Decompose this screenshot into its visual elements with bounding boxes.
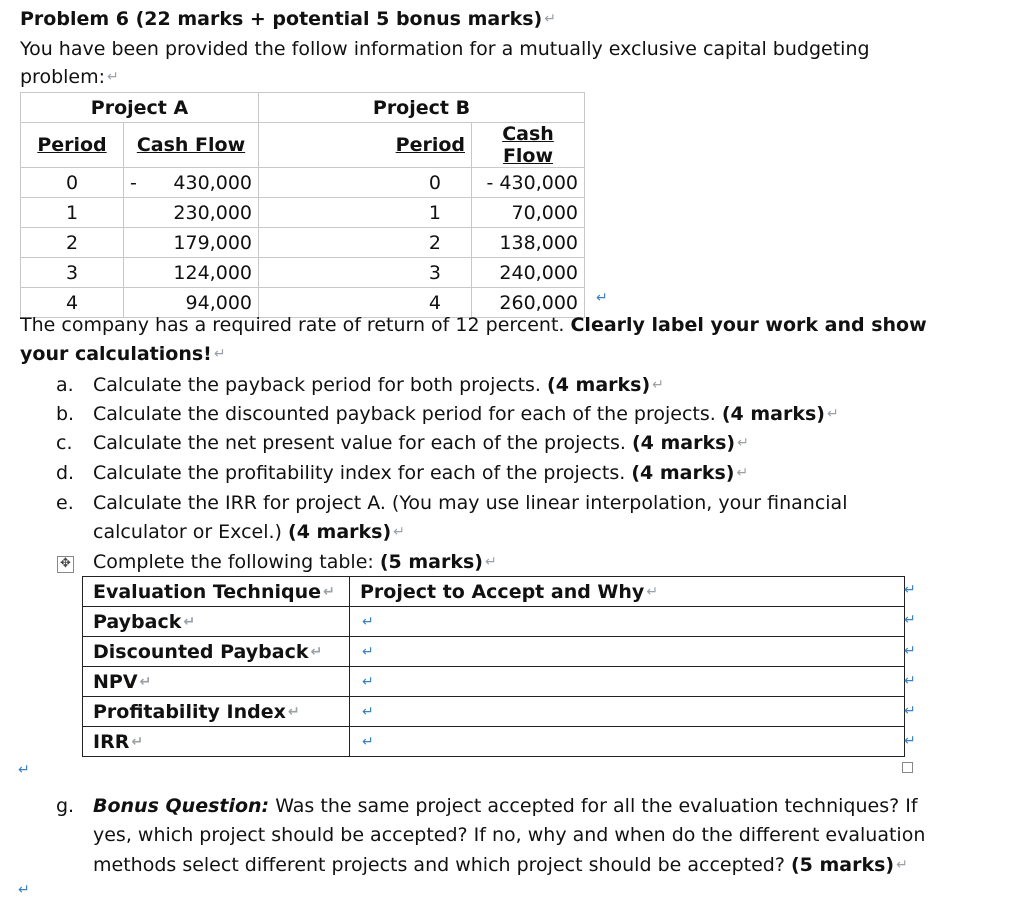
cashflow-a-cell: 94,000: [124, 288, 259, 318]
row-end-mark-icon: ↵: [904, 643, 916, 659]
project-to-accept-header: Project to Accept and Why ↵: [350, 577, 905, 607]
technique-cell: Profitability Index ↵: [83, 697, 350, 727]
cashflow-b-cell: 240,000: [472, 258, 585, 288]
intro-line-2: problem: ↵: [20, 66, 119, 88]
answer-cell[interactable]: ↵: [350, 727, 905, 757]
period-a-cell: 0: [21, 168, 124, 198]
problem-title: Problem 6 (22 marks + potential 5 bonus marks) ↵: [20, 8, 556, 30]
evaluation-table: [82, 576, 905, 757]
question-b: b. Calculate the discounted payback period for each of the projects. (4 marks) ↵: [56, 403, 839, 425]
statement-line-1: The company has a required rate of return of 12 percent. Clearly label your work and show: [20, 314, 927, 336]
answer-cell[interactable]: ↵: [350, 637, 905, 667]
period-b-cell: 2: [259, 228, 472, 258]
cashflow-a-header: Cash Flow: [124, 123, 259, 168]
cashflow-b-header: Cash Flow: [472, 123, 585, 168]
row-end-mark-icon: ↵: [904, 582, 916, 598]
technique-cell: NPV ↵: [83, 667, 350, 697]
project-b-header: Project B: [259, 93, 585, 123]
evaluation-technique-header: Evaluation Technique ↵: [83, 577, 350, 607]
table-row: [83, 667, 905, 697]
period-a-header: Period: [21, 123, 124, 168]
row-end-mark-icon: ↵: [904, 733, 916, 749]
period-a-cell: 4: [21, 288, 124, 318]
cashflow-a-cell: 179,000: [124, 228, 259, 258]
answer-cell[interactable]: ↵: [350, 667, 905, 697]
table-row: [21, 198, 585, 228]
intro-line-1: You have been provided the follow information for a mutually exclusive capital budgeting: [20, 38, 870, 60]
bonus-question-line-3: methods select different projects and which project should be accepted? (5 marks) ↵: [93, 854, 908, 876]
bonus-question-line-1: g. Bonus Question: Was the same project accepted for all the evaluation techniques? If: [56, 795, 918, 817]
question-c: c. Calculate the net present value for each of the projects. (4 marks) ↵: [56, 432, 749, 454]
row-end-mark-icon: ↵: [904, 703, 916, 719]
cashflow-table: [20, 92, 585, 318]
technique-cell: Discounted Payback ↵: [83, 637, 350, 667]
question-d: d. Calculate the profitability index for each of the projects. (4 marks) ↵: [56, 462, 749, 484]
answer-cell[interactable]: ↵: [350, 607, 905, 637]
technique-cell: Payback ↵: [83, 607, 350, 637]
table-row: [83, 637, 905, 667]
row-end-mark-icon: ↵: [904, 612, 916, 628]
cashflow-b-cell: 260,000: [472, 288, 585, 318]
period-b-header: Period: [259, 123, 472, 168]
table-row: [83, 607, 905, 637]
statement-line-2: your calculations! ↵: [20, 343, 226, 365]
table-row: [83, 727, 905, 757]
paragraph-mark-icon: ↵: [18, 882, 30, 898]
paragraph-mark-icon: ↵: [213, 346, 226, 362]
period-b-cell: 4: [259, 288, 472, 318]
project-a-header: Project A: [21, 93, 259, 123]
paragraph-mark-icon: ↵: [544, 11, 556, 27]
paragraph-mark-icon: ↵: [18, 762, 30, 778]
answer-cell[interactable]: ↵: [350, 697, 905, 727]
table-row: [21, 258, 585, 288]
period-b-cell: 1: [259, 198, 472, 228]
table-resize-handle-icon[interactable]: [902, 762, 913, 773]
question-e-continued: calculator or Excel.) (4 marks) ↵: [93, 521, 405, 543]
bonus-question-line-2: yes, which project should be accepted? If no, why and when do the different evaluation: [93, 824, 926, 846]
paragraph-mark-icon: ↵: [107, 69, 119, 85]
cashflow-b-cell: 138,000: [472, 228, 585, 258]
paragraph-mark-icon: ↵: [596, 290, 608, 306]
period-a-cell: 1: [21, 198, 124, 228]
technique-cell: IRR ↵: [83, 727, 350, 757]
row-end-mark-icon: ↵: [904, 673, 916, 689]
table-row: [21, 228, 585, 258]
question-a: a. Calculate the payback period for both projects. (4 marks) ↵: [56, 374, 664, 396]
question-f: Complete the following table: (5 marks) ↵: [93, 551, 497, 573]
period-a-cell: 3: [21, 258, 124, 288]
cashflow-a-cell: 230,000: [124, 198, 259, 228]
cashflow-a-cell: 124,000: [124, 258, 259, 288]
cashflow-b-cell: - 430,000: [472, 168, 585, 198]
evaluation-header-row: [83, 577, 905, 607]
period-a-cell: 2: [21, 228, 124, 258]
table-move-handle-icon[interactable]: ✥: [57, 556, 74, 573]
period-b-cell: 0: [259, 168, 472, 198]
period-b-cell: 3: [259, 258, 472, 288]
question-e: e. Calculate the IRR for project A. (You may use linear interpolation, your financial: [56, 492, 848, 514]
table-row: [21, 168, 585, 198]
table-row: [83, 697, 905, 727]
cashflow-a-cell: - 430,000: [124, 168, 259, 198]
cashflow-b-cell: 70,000: [472, 198, 585, 228]
